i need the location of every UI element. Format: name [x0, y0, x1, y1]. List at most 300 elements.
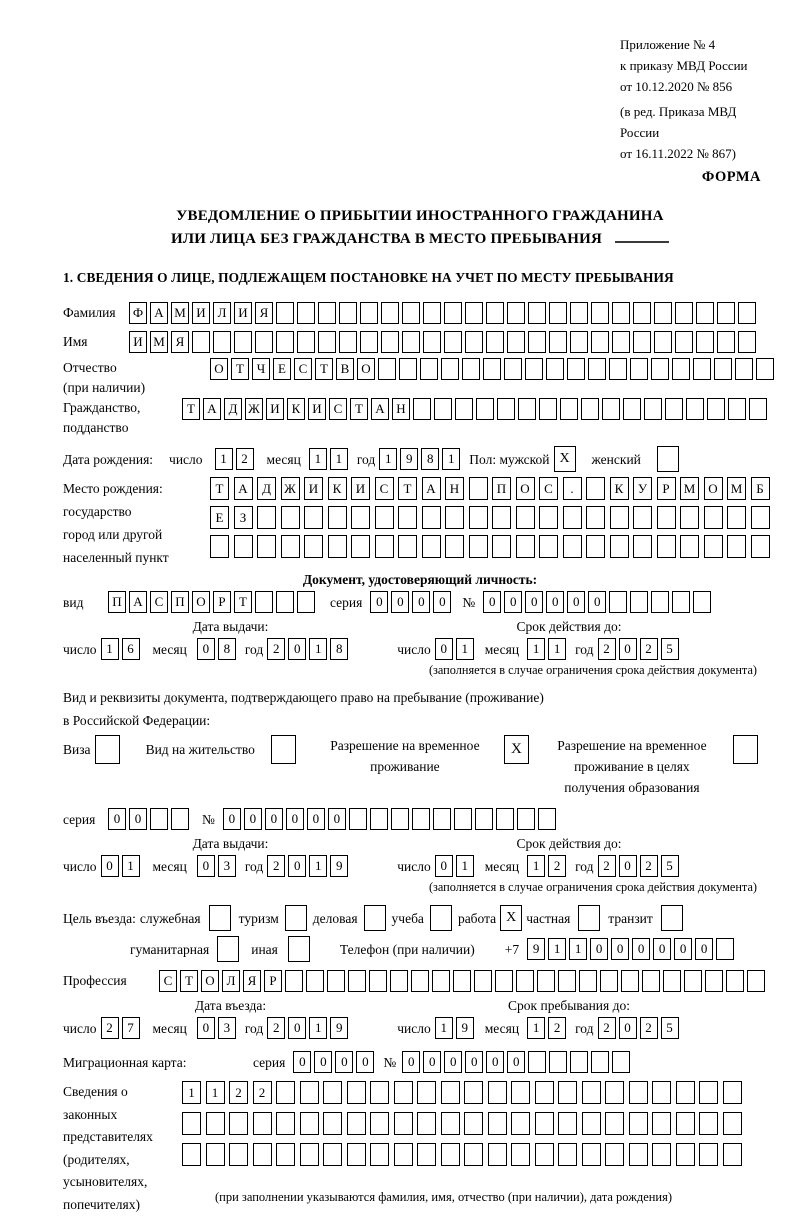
char-box[interactable]	[370, 1081, 389, 1104]
char-box[interactable]	[630, 358, 648, 380]
char-box[interactable]	[675, 302, 693, 324]
char-box[interactable]	[680, 506, 699, 529]
char-box[interactable]: 1	[442, 448, 460, 470]
char-box[interactable]	[751, 506, 770, 529]
legal-reps-row1[interactable]	[182, 1081, 746, 1104]
char-box[interactable]	[391, 808, 409, 830]
char-box[interactable]: 0	[402, 1051, 420, 1073]
checkbox-residence-permit[interactable]	[271, 735, 296, 764]
char-box[interactable]: 0	[619, 638, 637, 660]
permit-valid-day[interactable]	[435, 855, 477, 877]
char-box[interactable]	[464, 1081, 483, 1104]
char-box[interactable]	[610, 506, 629, 529]
char-box[interactable]	[360, 302, 378, 324]
char-box[interactable]	[206, 1112, 225, 1135]
checkbox-purpose-tourism[interactable]	[285, 905, 307, 931]
char-box[interactable]	[394, 1112, 413, 1135]
char-box[interactable]: И	[234, 302, 252, 324]
char-box[interactable]: 0	[504, 591, 522, 613]
char-box[interactable]	[453, 970, 471, 992]
char-box[interactable]	[644, 398, 662, 420]
char-box[interactable]	[582, 1112, 601, 1135]
char-box[interactable]: Т	[350, 398, 368, 420]
char-box[interactable]	[304, 506, 323, 529]
char-box[interactable]: 0	[197, 1017, 215, 1039]
char-box[interactable]	[417, 1112, 436, 1135]
char-box[interactable]	[276, 331, 294, 353]
checkbox-purpose-work[interactable]: X	[500, 905, 522, 931]
char-box[interactable]	[525, 358, 543, 380]
char-box[interactable]: 2	[229, 1081, 248, 1104]
char-box[interactable]: 7	[122, 1017, 140, 1039]
char-box[interactable]	[469, 535, 488, 558]
char-box[interactable]	[369, 970, 387, 992]
char-box[interactable]	[714, 358, 732, 380]
char-box[interactable]	[210, 535, 229, 558]
char-box[interactable]	[469, 477, 488, 500]
char-box[interactable]: 1	[330, 448, 348, 470]
char-box[interactable]: 2	[267, 1017, 285, 1039]
char-box[interactable]: С	[150, 591, 168, 613]
char-box[interactable]	[360, 331, 378, 353]
char-box[interactable]: М	[727, 477, 746, 500]
char-box[interactable]: 8	[421, 448, 439, 470]
char-box[interactable]	[586, 535, 605, 558]
char-box[interactable]	[535, 1081, 554, 1104]
char-box[interactable]	[747, 970, 765, 992]
checkbox-rvp-education[interactable]	[733, 735, 758, 764]
char-box[interactable]: 1	[548, 938, 566, 960]
char-box[interactable]	[281, 535, 300, 558]
char-box[interactable]: 0	[433, 591, 451, 613]
permit-issue-month[interactable]	[197, 855, 239, 877]
char-box[interactable]: 0	[423, 1051, 441, 1073]
char-box[interactable]: П	[108, 591, 126, 613]
char-box[interactable]	[402, 331, 420, 353]
char-box[interactable]	[300, 1112, 319, 1135]
char-box[interactable]	[605, 1081, 624, 1104]
char-box[interactable]: 1	[206, 1081, 225, 1104]
char-box[interactable]	[651, 358, 669, 380]
char-box[interactable]: 1	[527, 638, 545, 660]
char-box[interactable]: К	[287, 398, 305, 420]
char-box[interactable]	[483, 358, 501, 380]
char-box[interactable]	[539, 398, 557, 420]
char-box[interactable]	[516, 535, 535, 558]
profession-input[interactable]	[159, 970, 768, 992]
char-box[interactable]	[507, 302, 525, 324]
patronymic-input[interactable]	[210, 358, 777, 380]
char-box[interactable]: Я	[243, 970, 261, 992]
char-box[interactable]	[476, 398, 494, 420]
char-box[interactable]	[537, 970, 555, 992]
char-box[interactable]	[464, 1112, 483, 1135]
char-box[interactable]: 2	[640, 1017, 658, 1039]
char-box[interactable]	[402, 302, 420, 324]
char-box[interactable]	[381, 331, 399, 353]
char-box[interactable]	[686, 398, 704, 420]
char-box[interactable]	[570, 1051, 588, 1073]
doc-series-input[interactable]	[370, 591, 454, 613]
checkbox-visa[interactable]	[95, 735, 120, 764]
char-box[interactable]	[727, 535, 746, 558]
char-box[interactable]: 5	[661, 638, 679, 660]
char-box[interactable]	[390, 970, 408, 992]
char-box[interactable]: Р	[264, 970, 282, 992]
char-box[interactable]: Ч	[252, 358, 270, 380]
char-box[interactable]: И	[351, 477, 370, 500]
char-box[interactable]	[496, 808, 514, 830]
char-box[interactable]: 0	[486, 1051, 504, 1073]
char-box[interactable]: К	[610, 477, 629, 500]
char-box[interactable]: С	[329, 398, 347, 420]
char-box[interactable]	[378, 358, 396, 380]
char-box[interactable]: 0	[197, 855, 215, 877]
doc-issue-year[interactable]	[267, 638, 351, 660]
char-box[interactable]	[454, 808, 472, 830]
char-box[interactable]	[516, 506, 535, 529]
char-box[interactable]	[704, 506, 723, 529]
char-box[interactable]: Д	[257, 477, 276, 500]
char-box[interactable]: П	[492, 477, 511, 500]
char-box[interactable]	[528, 1051, 546, 1073]
char-box[interactable]	[707, 398, 725, 420]
char-box[interactable]	[676, 1081, 695, 1104]
char-box[interactable]: Б	[751, 477, 770, 500]
char-box[interactable]	[696, 331, 714, 353]
char-box[interactable]	[621, 970, 639, 992]
char-box[interactable]: 3	[218, 1017, 236, 1039]
char-box[interactable]	[716, 938, 734, 960]
char-box[interactable]: 0	[197, 638, 215, 660]
checkbox-purpose-transit[interactable]	[661, 905, 683, 931]
char-box[interactable]	[612, 331, 630, 353]
char-box[interactable]	[420, 358, 438, 380]
char-box[interactable]	[422, 506, 441, 529]
char-box[interactable]: С	[159, 970, 177, 992]
char-box[interactable]	[433, 808, 451, 830]
char-box[interactable]: Ф	[129, 302, 147, 324]
char-box[interactable]	[444, 302, 462, 324]
birth-year-input[interactable]	[379, 448, 463, 470]
char-box[interactable]: 2	[267, 638, 285, 660]
char-box[interactable]	[672, 358, 690, 380]
char-box[interactable]: Т	[234, 591, 252, 613]
char-box[interactable]	[591, 331, 609, 353]
char-box[interactable]: И	[304, 477, 323, 500]
char-box[interactable]: 5	[661, 855, 679, 877]
char-box[interactable]	[306, 970, 324, 992]
stay-year[interactable]	[598, 1017, 682, 1039]
char-box[interactable]: 0	[293, 1051, 311, 1073]
char-box[interactable]	[486, 331, 504, 353]
char-box[interactable]	[281, 506, 300, 529]
char-box[interactable]: О	[192, 591, 210, 613]
char-box[interactable]	[469, 506, 488, 529]
char-box[interactable]	[229, 1112, 248, 1135]
char-box[interactable]: 0	[370, 591, 388, 613]
char-box[interactable]: А	[203, 398, 221, 420]
birth-month-input[interactable]	[309, 448, 351, 470]
char-box[interactable]: 9	[330, 855, 348, 877]
char-box[interactable]	[234, 535, 253, 558]
char-box[interactable]: 0	[611, 938, 629, 960]
char-box[interactable]: О	[357, 358, 375, 380]
char-box[interactable]: 0	[286, 808, 304, 830]
char-box[interactable]: П	[171, 591, 189, 613]
char-box[interactable]	[591, 302, 609, 324]
char-box[interactable]	[351, 506, 370, 529]
permit-issue-day[interactable]	[101, 855, 143, 877]
char-box[interactable]: 0	[314, 1051, 332, 1073]
char-box[interactable]: 9	[400, 448, 418, 470]
char-box[interactable]: 0	[101, 855, 119, 877]
char-box[interactable]	[586, 506, 605, 529]
doc-valid-year[interactable]	[598, 638, 682, 660]
checkbox-purpose-business[interactable]	[364, 905, 386, 931]
char-box[interactable]	[612, 1051, 630, 1073]
char-box[interactable]	[546, 358, 564, 380]
char-box[interactable]	[549, 302, 567, 324]
char-box[interactable]	[192, 331, 210, 353]
char-box[interactable]	[699, 1112, 718, 1135]
char-box[interactable]	[339, 302, 357, 324]
char-box[interactable]	[605, 1112, 624, 1135]
char-box[interactable]	[182, 1112, 201, 1135]
char-box[interactable]	[693, 358, 711, 380]
char-box[interactable]	[517, 808, 535, 830]
char-box[interactable]: 1	[379, 448, 397, 470]
char-box[interactable]	[609, 591, 627, 613]
char-box[interactable]: 2	[548, 1017, 566, 1039]
char-box[interactable]: 2	[640, 638, 658, 660]
char-box[interactable]: 1	[101, 638, 119, 660]
char-box[interactable]: 0	[695, 938, 713, 960]
char-box[interactable]	[394, 1081, 413, 1104]
char-box[interactable]	[684, 970, 702, 992]
char-box[interactable]: И	[266, 398, 284, 420]
char-box[interactable]: 1	[527, 855, 545, 877]
char-box[interactable]: В	[336, 358, 354, 380]
birth-place-row2[interactable]	[210, 506, 774, 529]
char-box[interactable]	[504, 358, 522, 380]
char-box[interactable]: 0	[546, 591, 564, 613]
char-box[interactable]	[579, 970, 597, 992]
char-box[interactable]	[276, 1112, 295, 1135]
char-box[interactable]: 1	[456, 855, 474, 877]
char-box[interactable]	[318, 331, 336, 353]
char-box[interactable]: А	[150, 302, 168, 324]
migration-card-series[interactable]	[293, 1051, 377, 1073]
char-box[interactable]: Л	[222, 970, 240, 992]
char-box[interactable]	[756, 358, 774, 380]
char-box[interactable]	[602, 398, 620, 420]
char-box[interactable]: 2	[640, 855, 658, 877]
char-box[interactable]	[516, 970, 534, 992]
char-box[interactable]	[347, 1112, 366, 1135]
char-box[interactable]	[672, 591, 690, 613]
char-box[interactable]	[723, 1081, 742, 1104]
char-box[interactable]	[511, 1112, 530, 1135]
char-box[interactable]: .	[563, 477, 582, 500]
char-box[interactable]: А	[234, 477, 253, 500]
char-box[interactable]	[528, 302, 546, 324]
char-box[interactable]	[652, 1112, 671, 1135]
char-box[interactable]: Т	[210, 477, 229, 500]
char-box[interactable]	[445, 535, 464, 558]
char-box[interactable]	[150, 808, 168, 830]
char-box[interactable]: С	[375, 477, 394, 500]
char-box[interactable]: 0	[619, 1017, 637, 1039]
char-box[interactable]	[549, 331, 567, 353]
char-box[interactable]	[347, 1081, 366, 1104]
char-box[interactable]: 0	[223, 808, 241, 830]
char-box[interactable]	[654, 302, 672, 324]
char-box[interactable]	[349, 808, 367, 830]
char-box[interactable]: 6	[122, 638, 140, 660]
char-box[interactable]	[423, 331, 441, 353]
char-box[interactable]	[445, 506, 464, 529]
char-box[interactable]: 2	[236, 448, 254, 470]
char-box[interactable]	[642, 970, 660, 992]
char-box[interactable]	[657, 506, 676, 529]
char-box[interactable]	[630, 591, 648, 613]
char-box[interactable]	[665, 398, 683, 420]
char-box[interactable]	[276, 591, 294, 613]
char-box[interactable]	[726, 970, 744, 992]
char-box[interactable]: 2	[253, 1081, 272, 1104]
char-box[interactable]: 0	[619, 855, 637, 877]
checkbox-male[interactable]: X	[554, 446, 576, 472]
doc-number-input[interactable]	[483, 591, 714, 613]
char-box[interactable]: 0	[288, 1017, 306, 1039]
char-box[interactable]: 0	[483, 591, 501, 613]
char-box[interactable]	[455, 398, 473, 420]
char-box[interactable]	[570, 331, 588, 353]
char-box[interactable]	[507, 331, 525, 353]
char-box[interactable]	[351, 535, 370, 558]
char-box[interactable]	[398, 506, 417, 529]
permit-issue-year[interactable]	[267, 855, 351, 877]
char-box[interactable]	[535, 1112, 554, 1135]
char-box[interactable]	[567, 358, 585, 380]
entry-month[interactable]	[197, 1017, 239, 1039]
char-box[interactable]	[327, 970, 345, 992]
char-box[interactable]: 9	[456, 1017, 474, 1039]
char-box[interactable]	[696, 302, 714, 324]
char-box[interactable]	[663, 970, 681, 992]
birth-place-row3[interactable]	[210, 535, 774, 558]
char-box[interactable]	[255, 591, 273, 613]
char-box[interactable]	[300, 1081, 319, 1104]
entry-year[interactable]	[267, 1017, 351, 1039]
char-box[interactable]: И	[308, 398, 326, 420]
char-box[interactable]	[654, 331, 672, 353]
char-box[interactable]	[539, 535, 558, 558]
char-box[interactable]	[417, 1081, 436, 1104]
char-box[interactable]: 0	[288, 855, 306, 877]
char-box[interactable]: Я	[255, 302, 273, 324]
char-box[interactable]: Т	[180, 970, 198, 992]
char-box[interactable]	[558, 1081, 577, 1104]
doc-kind-input[interactable]	[108, 591, 318, 613]
char-box[interactable]	[749, 398, 767, 420]
char-box[interactable]	[412, 808, 430, 830]
char-box[interactable]	[257, 535, 276, 558]
char-box[interactable]: Л	[213, 302, 231, 324]
citizenship-input[interactable]	[182, 398, 770, 420]
char-box[interactable]: 1	[182, 1081, 201, 1104]
char-box[interactable]: 0	[108, 808, 126, 830]
char-box[interactable]: 0	[335, 1051, 353, 1073]
char-box[interactable]: 2	[598, 638, 616, 660]
char-box[interactable]	[652, 1081, 671, 1104]
char-box[interactable]: О	[516, 477, 535, 500]
char-box[interactable]	[727, 506, 746, 529]
char-box[interactable]	[444, 331, 462, 353]
char-box[interactable]	[751, 535, 770, 558]
char-box[interactable]	[549, 1051, 567, 1073]
char-box[interactable]	[328, 506, 347, 529]
char-box[interactable]	[600, 970, 618, 992]
checkbox-purpose-study[interactable]	[430, 905, 452, 931]
char-box[interactable]: 0	[632, 938, 650, 960]
char-box[interactable]: И	[192, 302, 210, 324]
permit-valid-month[interactable]	[527, 855, 569, 877]
char-box[interactable]	[612, 302, 630, 324]
char-box[interactable]	[323, 1081, 342, 1104]
legal-reps-row2[interactable]	[182, 1112, 746, 1135]
char-box[interactable]	[738, 331, 756, 353]
doc-valid-day[interactable]	[435, 638, 477, 660]
char-box[interactable]: А	[371, 398, 389, 420]
char-box[interactable]	[434, 398, 452, 420]
char-box[interactable]	[411, 970, 429, 992]
char-box[interactable]	[399, 358, 417, 380]
char-box[interactable]: 3	[218, 855, 236, 877]
char-box[interactable]	[717, 302, 735, 324]
char-box[interactable]	[581, 398, 599, 420]
char-box[interactable]	[276, 302, 294, 324]
char-box[interactable]: 0	[588, 591, 606, 613]
checkbox-purpose-other[interactable]	[288, 936, 310, 962]
char-box[interactable]	[586, 477, 605, 500]
char-box[interactable]	[699, 1081, 718, 1104]
char-box[interactable]	[465, 302, 483, 324]
char-box[interactable]	[495, 970, 513, 992]
char-box[interactable]: Р	[213, 591, 231, 613]
char-box[interactable]: Д	[224, 398, 242, 420]
char-box[interactable]	[253, 1112, 272, 1135]
stay-day[interactable]	[435, 1017, 477, 1039]
char-box[interactable]	[591, 1051, 609, 1073]
char-box[interactable]: Е	[210, 506, 229, 529]
char-box[interactable]	[328, 535, 347, 558]
char-box[interactable]: 2	[548, 855, 566, 877]
char-box[interactable]	[560, 398, 578, 420]
char-box[interactable]: 8	[330, 638, 348, 660]
char-box[interactable]	[297, 331, 315, 353]
char-box[interactable]: З	[234, 506, 253, 529]
char-box[interactable]: 1	[456, 638, 474, 660]
char-box[interactable]: Н	[392, 398, 410, 420]
char-box[interactable]	[432, 970, 450, 992]
char-box[interactable]: 0	[412, 591, 430, 613]
char-box[interactable]: Р	[657, 477, 676, 500]
char-box[interactable]	[570, 302, 588, 324]
char-box[interactable]: Е	[273, 358, 291, 380]
char-box[interactable]	[276, 1081, 295, 1104]
